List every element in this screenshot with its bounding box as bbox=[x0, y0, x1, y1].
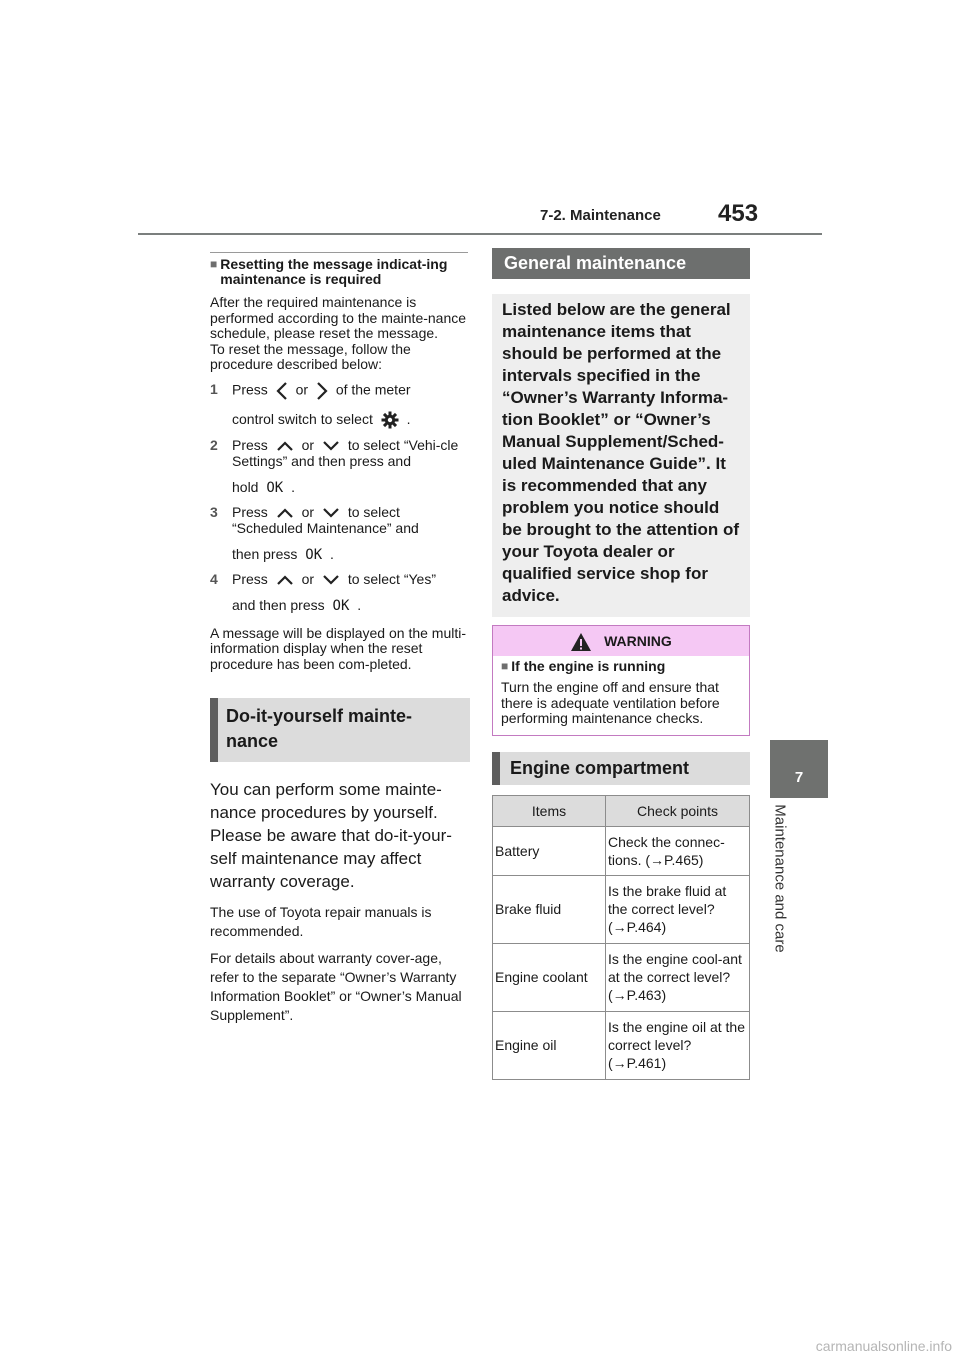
step-number: 4 bbox=[210, 570, 218, 587]
table-cell-check: Is the engine oil at the correct level? (→P.461) bbox=[606, 1011, 750, 1079]
step-text: . bbox=[291, 478, 295, 495]
right-column bbox=[492, 248, 750, 1080]
step-text: . bbox=[357, 596, 362, 613]
step-text: to select “Vehi-cle Settings” and then press and bbox=[232, 436, 459, 469]
watermark: carmanualsonline.info bbox=[815, 1338, 952, 1354]
step-number: 1 bbox=[210, 380, 218, 397]
step-text: then press bbox=[232, 545, 298, 562]
step-text: Press bbox=[232, 381, 268, 398]
step-text: of the meter bbox=[335, 381, 411, 398]
ok-button-icon: OK bbox=[332, 597, 350, 614]
step-text: control switch to select bbox=[232, 410, 373, 427]
warning-subhead-text: If the engine is running bbox=[511, 658, 666, 674]
page-number: 453 bbox=[718, 200, 759, 227]
subsection-rule bbox=[210, 252, 468, 253]
ok-button-icon: OK bbox=[305, 546, 323, 563]
table-cell-item: Engine oil bbox=[493, 1011, 606, 1079]
table-cell-check: Check the connec-tions. (→P.465) bbox=[606, 826, 750, 875]
step-text: to select “Scheduled Maintenance” and bbox=[232, 503, 419, 536]
chapter-title: Maintenance and care bbox=[771, 804, 789, 953]
step-3 bbox=[210, 504, 470, 563]
warning-title: WARNING bbox=[604, 633, 672, 649]
section-title: 7-2. Maintenance bbox=[540, 207, 661, 224]
warning-text: Turn the engine off and ensure that there is adequate ventilation before performing maintenance checks. bbox=[501, 679, 720, 726]
chevron-up-icon bbox=[276, 440, 294, 452]
step-4 bbox=[210, 571, 470, 614]
chevron-down-icon bbox=[322, 507, 340, 519]
warning-box bbox=[492, 625, 750, 736]
chapter-tab: 7 bbox=[770, 740, 828, 798]
step-text: . bbox=[330, 545, 334, 562]
table-cell-item: Engine coolant bbox=[493, 943, 606, 1011]
table-row bbox=[493, 1011, 750, 1079]
reset-steps bbox=[210, 381, 470, 614]
engine-compartment-heading: Engine compartment bbox=[492, 752, 750, 785]
chevron-down-icon bbox=[322, 574, 340, 586]
diy-text-large: You can perform some mainte-nance procedures by yourself. Please be aware that do-it-your-self maintenance may affect warranty coverage. bbox=[210, 780, 452, 892]
step-text: or bbox=[301, 570, 315, 587]
table-header-cell: Items bbox=[493, 795, 606, 826]
table-row bbox=[493, 826, 750, 875]
warning-subhead bbox=[501, 659, 741, 674]
warning-header bbox=[493, 626, 749, 656]
step-2 bbox=[210, 437, 470, 496]
step-text: or bbox=[295, 381, 309, 398]
ok-button-icon: OK bbox=[266, 479, 284, 496]
engine-compartment-table bbox=[492, 795, 750, 1080]
table-cell-item: Battery bbox=[493, 826, 606, 875]
table-header-cell: Check points bbox=[606, 795, 750, 826]
table-cell-check: Is the brake fluid at the correct level? (→P.464) bbox=[606, 875, 750, 943]
chevron-down-icon bbox=[322, 440, 340, 452]
chevron-up-icon bbox=[276, 507, 294, 519]
reset-heading-text: Resetting the message indicat-ing maintenance is required bbox=[220, 256, 448, 287]
step-text: and then press bbox=[232, 596, 325, 613]
diy-heading: Do-it-yourself mainte-nance bbox=[210, 698, 470, 762]
table-header-row bbox=[493, 795, 750, 826]
general-maintenance-heading: General maintenance bbox=[492, 248, 750, 279]
reset-heading bbox=[210, 257, 470, 287]
table-cell-check: Is the engine cool-ant at the correct level? (→P.463) bbox=[606, 943, 750, 1011]
diy-text-small-2: For details about warranty cover-age, refer to the separate “Owner’s Warranty Information Booklet” or “Owner’s Manual Supplement”. bbox=[210, 950, 462, 1024]
step-text: or bbox=[301, 436, 315, 453]
step-text: Press bbox=[232, 436, 268, 453]
step-number: 3 bbox=[210, 503, 218, 520]
left-column bbox=[210, 252, 470, 1025]
warning-triangle-icon bbox=[570, 632, 592, 652]
chevron-up-icon bbox=[276, 574, 294, 586]
step-text: or bbox=[301, 503, 315, 520]
table-row bbox=[493, 943, 750, 1011]
step-number: 2 bbox=[210, 436, 218, 453]
step-1 bbox=[210, 381, 470, 429]
header-rule bbox=[138, 233, 822, 235]
step-text: to select “Yes” bbox=[347, 570, 437, 587]
reset-intro-2: To reset the message, follow the procedure described below: bbox=[210, 340, 411, 372]
step-text: . bbox=[406, 410, 411, 427]
diy-text-small-1: The use of Toyota repair manuals is recommended. bbox=[210, 904, 432, 940]
warning-body bbox=[493, 656, 749, 735]
gear-icon bbox=[381, 411, 399, 429]
square-bullet-icon: ■ bbox=[210, 257, 218, 271]
step-text: hold bbox=[232, 478, 259, 495]
step-text: Press bbox=[232, 570, 268, 587]
table-cell-item: Brake fluid bbox=[493, 875, 606, 943]
reset-after-text: A message will be displayed on the multi-information display when the reset procedure has been com-pleted. bbox=[210, 624, 467, 672]
chevron-right-icon bbox=[316, 381, 328, 401]
general-maintenance-text: Listed below are the general maintenance items that should be performed at the intervals specified in the “Owner’s Warranty Informa-tion Booklet” or “Owner’s Manual Supplement/Sched-uled Maintenance Guide”. It is recommended that any problem you notice should be brought to the attention of your Toyota dealer or qualified service shop for advice. bbox=[492, 294, 750, 617]
chevron-left-icon bbox=[276, 381, 288, 401]
square-bullet-icon: ■ bbox=[501, 659, 509, 673]
table-row bbox=[493, 875, 750, 943]
step-text: Press bbox=[232, 503, 268, 520]
reset-intro-1: After the required maintenance is performed according to the mainte-nance schedule, please reset the message. bbox=[210, 294, 467, 341]
